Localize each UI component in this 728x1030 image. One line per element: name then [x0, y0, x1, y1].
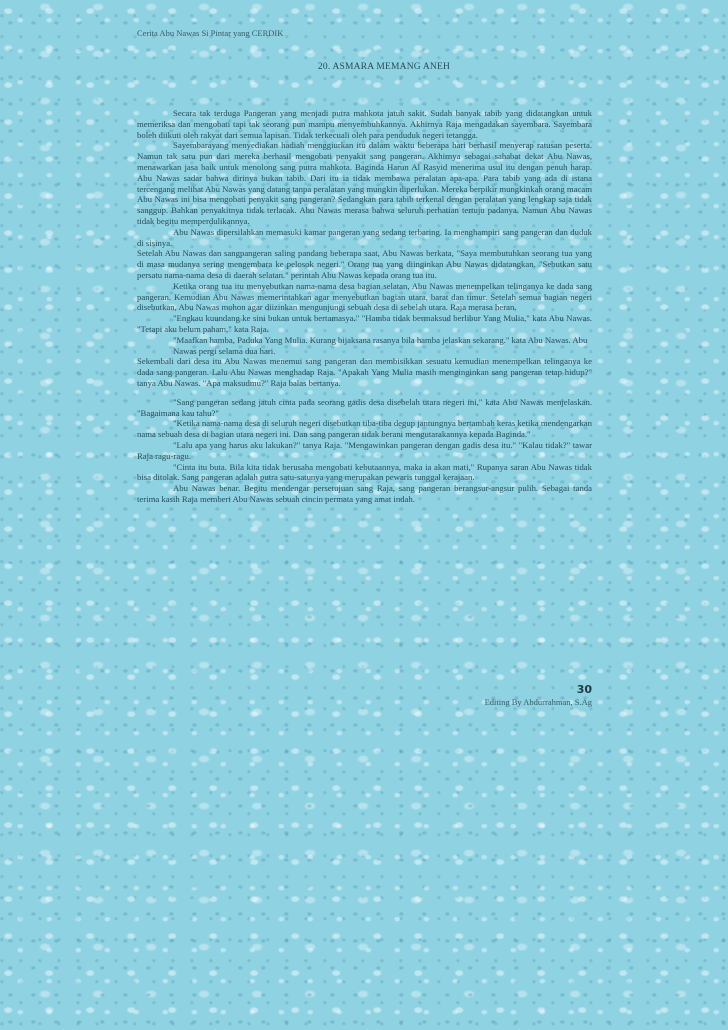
paragraph: Ketika orang tua itu menyebutkan nama-nama desa bagian selatan, Abu Nawas menempelkan telinganya ke dada sang pangeran. Kemudian Abu Nawas memerintahkan agar menyebutkan bagian utara, barat dan timur. Setelah semua bagian negeri disebutkan, Abu Nawas mohon agar diizinkan mengunjungi sebuah desa di sebelah utara. Raja merasa heran. [137, 280, 592, 313]
paragraph: "Maafkan hamba, Paduka Yang Mulia. Kurang bijaksana rasanya bila hamba jelaskan sekarang." kata Abu Nawas. Abu [173, 334, 588, 345]
paragraph: Setelah Abu Nawas dan sangpangeran saling pandang beberapa saat, Abu Nawas berkata, "Saya membutuhkan seorang tua yang di masa mudanya sering mengembara ke pelosok negeri." Orang tua yang diinginkan Abu Nawas didatangkan. "Sebutkan satu persatu nama-nama desa di daerah selatan." perintah Abu Nawas kepada orang tua itu. [137, 248, 592, 280]
paragraph: Sekembali dari desa itu Abu Nawas menemui sang pangeran dan membisikkan sesuatu kemudian menempelkan telinganya ke dada sang pangeran. Lalu Abu Nawas menghadap Raja. "Apakah Yang Mulia masih menginginkan sang pangeran tetap hidup?" tanya Abu Nawas. "Apa maksudmu?" Raja balas bertanya. [137, 356, 592, 388]
paragraph: Abu Nawas dipersilahkan memasuki kamar pangeran yang sedang terbaring. Ia menghampiri sang pangeran dan duduk di sisinya. [137, 226, 592, 248]
chapter-title: 20. ASMARA MEMANG ANEH [317, 62, 451, 72]
paragraph: "Sang pangeran sedang jatuh cinta pada seorang gadis desa disebelah utara negeri ini," kata Abu Nawas menjelaskan. "Bagaimana kau tahu?" [137, 396, 592, 418]
paragraph: "Lalu apa yang harus aku lakukan?" tanya Raja. "Mengawinkan pangeran dengan gadis desa itu." "Kalau tidak?" tawar Raja ragu-ragu. [137, 439, 592, 461]
page-number: 30 [576, 683, 592, 696]
story-body [137, 108, 592, 505]
paragraph: "Ketika nama-nama desa di seluruh negeri disebutkan tiba-tiba degup jantungnya bertambah keras ketika mendengarkan nama sebuah desa di bagian utara negeri ini. Dan sang pangeran tidak berani mengutarakannya kepada Baginda." [137, 418, 592, 440]
paragraph: Sayembarayang menyediakan hadiah menggiurkan itu dalam waktu beberapa hari berhasil menyerap ratusan peserta. Namun tak satu pun dari mereka berhasil mengobati penyakit sang pangeran. Akhirnya sebagai sahabat dekat Abu Nawas, menawarkan jasa baik untuk menolong sang putra mahkota. Baginda Harun Al Rasyid menerima usul itu dengan penuh harap. Abu Nawas sadar bahwa dirinya bukan tabib. Dari itu ia tidak membawa peralatan apa-apa. Para tabib yang ada di istana tercengang melihat Abu Nawas yang datang tanpa peralatan yang mungkin diperlukan. Mereka berpikir mungkinkah orang macam Abu Nawas ini bisa mengobati penyakit sang pangeran? Sedangkan para tabib terkenal dengan peralatan yang lengkap saja tidak sanggup. Bahkan penyakitnya tidak terlacak. Abu Nawas merasa bahwa seluruh perhatian tertuju padanya. Namun Abu Nawas tidak begitu memperdulikannya. [137, 140, 592, 226]
paragraph: Nawas pergi selama dua hari. [173, 345, 276, 356]
paragraph: "Cinta itu buta. Bila kita tidak berusaha mengobati kebutaannya, maka ia akan mati," Rupanya saran Abu Nawas tidak bisa ditolak. Sang pangeran adalah putra satu-satunya yang merupakan pewaris tunggal kerajaan. [137, 461, 592, 483]
editor-credit: Editing By Abdurrahman, S.Ag [484, 697, 592, 707]
paragraph: "Engkau kuundang ke sini bukan untuk bertamasya." "Hamba tidak bermaksud berlibur Yang Mulia," kata Abu Nawas. "Tetapi aku belum paham," kata Raja. [137, 313, 592, 334]
paragraph: Abu Nawas benar. Begitu mendengar persetujuan sang Raja, sang pangeran berangsur-angsur pulih. Sebagai tanda terima kasih Raja memberi Abu Nawas sebuah cincin permata yang amat indah. [137, 483, 592, 504]
running-header: Cerita Abu Nawas Si Pintar yang CERDIK [137, 28, 284, 38]
paragraph: Secara tak terduga Pangeran yang menjadi putra mahkota jatuh sakit. Sudah banyak tabib yang didatangkan untuk memeriksa dan mengobati tapi tak seorang pun mampu menyembuhkannya. Akhirnya Raja mengadakan sayembara. Sayembara boleh diikuti oleh rakyat dari semua lapisan. Tidak terkecuali oleh para penduduk negeri tetangga. [137, 108, 592, 140]
